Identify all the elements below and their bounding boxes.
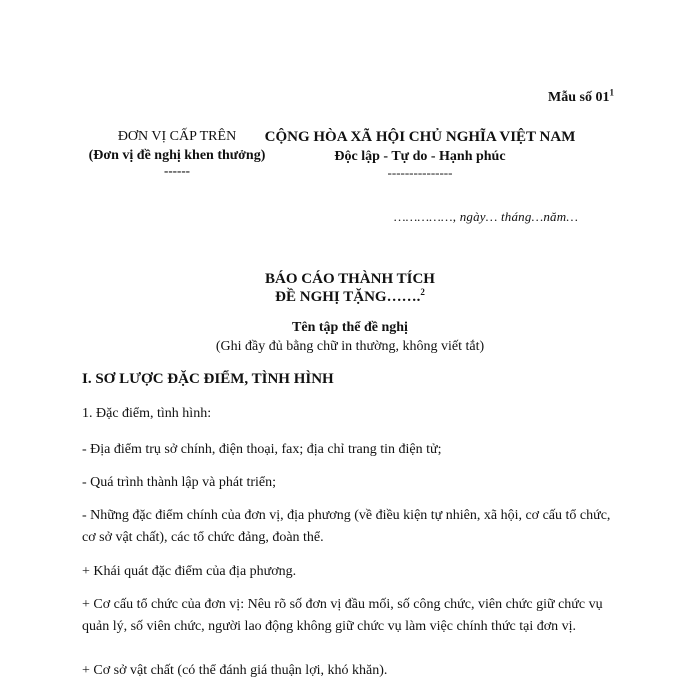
issuing-unit-block xyxy=(82,128,272,177)
report-title-block xyxy=(0,270,700,306)
report-subtitle xyxy=(0,288,700,306)
national-motto: Độc lập - Tự do - Hạnh phúc xyxy=(334,149,506,164)
report-title: BÁO CÁO THÀNH TÍCH xyxy=(265,271,435,287)
national-header xyxy=(250,128,590,179)
form-number xyxy=(548,87,614,106)
national-header-divider: --------------- xyxy=(387,165,453,180)
paragraph: + Cơ sở vật chất (có thể đánh giá thuận lợi, khó khăn). xyxy=(82,663,388,678)
paragraph: 1. Đặc điểm, tình hình: xyxy=(82,406,212,421)
issuing-unit-subtitle: (Đơn vị đề nghị khen thưởng) xyxy=(88,148,266,163)
paragraph: + Khái quát đặc điểm của địa phương. xyxy=(82,564,297,579)
form-number-footnote: 1 xyxy=(609,87,614,98)
section-heading: I. SƠ LƯỢC ĐẶC ĐIỂM, TÌNH HÌNH xyxy=(82,371,334,387)
collective-name: Tên tập thể đề nghị xyxy=(292,320,408,335)
paragraph: + Cơ cấu tổ chức của đơn vị: Nêu rõ số đơn vị đầu mối, số công chức, viên chức giữ chức vụ quản lý, số viên chức, người lao động không giữ chức vụ làm việc chính thức tại đơn vị. xyxy=(82,597,603,634)
paragraph: - Những đặc điểm chính của đơn vị, địa phương (về điều kiện tự nhiên, xã hội, cơ cấu tổ chức, cơ sở vật chất), các tổ chức đảng, đoàn thể. xyxy=(82,508,611,545)
paragraph: - Địa điểm trụ sở chính, điện thoại, fax; địa chỉ trang tin điện tử; xyxy=(82,442,442,457)
issuing-unit-divider: ------ xyxy=(164,163,190,178)
report-subtitle-text: ĐỀ NGHỊ TẶNG……. xyxy=(275,289,421,305)
collective-note: (Ghi đầy đủ bằng chữ in thường, không viết tắt) xyxy=(215,339,485,354)
date-line: ……………, ngày… tháng…năm… xyxy=(394,209,579,224)
nation-name: CỘNG HÒA XÃ HỘI CHỦ NGHĨA VIỆT NAM xyxy=(264,129,576,145)
report-subtitle-footnote: 2 xyxy=(420,287,425,297)
issuing-unit: ĐƠN VỊ CẤP TRÊN xyxy=(117,129,237,144)
paragraph: - Quá trình thành lập và phát triển; xyxy=(82,475,276,490)
form-number-label: Mẫu số 01 xyxy=(548,90,610,105)
collective-block xyxy=(0,318,700,356)
